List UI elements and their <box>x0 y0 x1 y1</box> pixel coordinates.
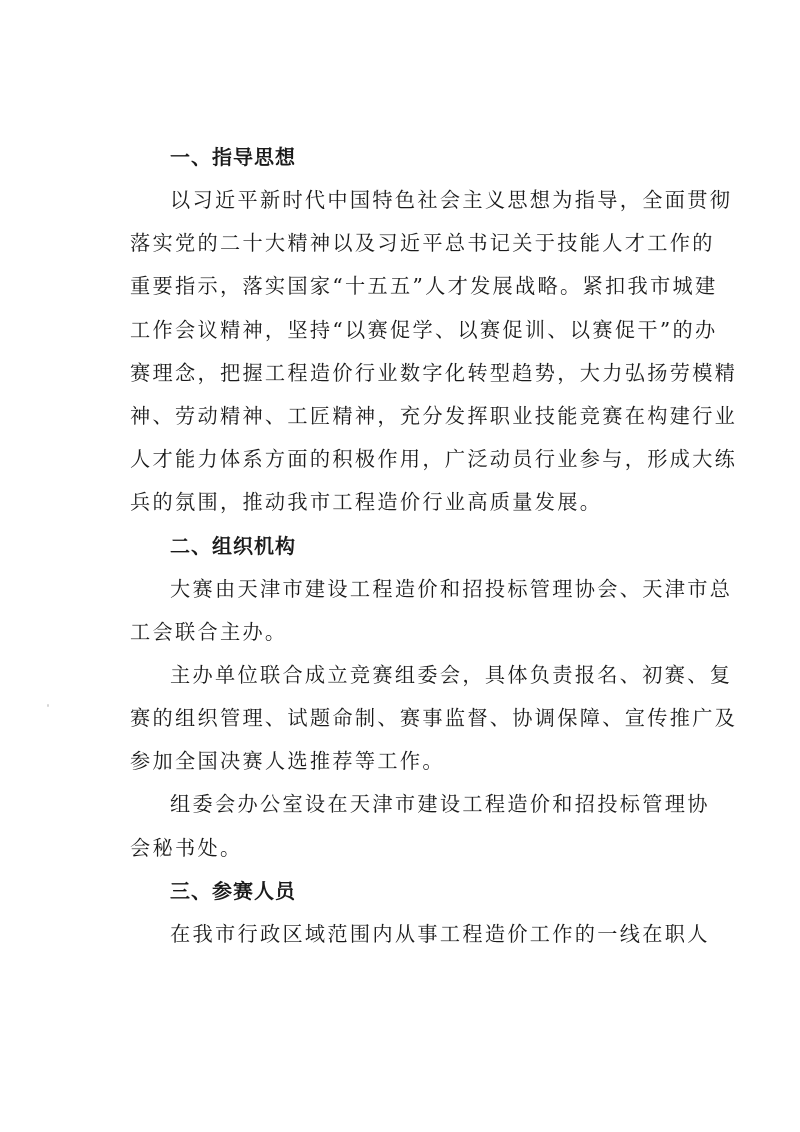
text-line: 兵的氛围，推动我市工程造价行业高质量发展。 <box>130 490 603 515</box>
text-line: 工会联合主办。 <box>130 619 288 644</box>
paragraph <box>130 913 710 956</box>
text-line: 以习近平新时代中国特色社会主义思想为指导，全面贯彻 <box>170 188 733 212</box>
document-page <box>130 136 738 956</box>
text-line: 赛理念，把握工程造价行业数字化转型趋势，大力弘扬劳模精 <box>130 360 738 385</box>
text-line: 神、劳动精神、工匠精神，充分发挥职业技能竞赛在构建行业 <box>130 403 738 428</box>
text-line: 大赛由天津市建设工程造价和招投标管理协会、天津市总 <box>170 576 733 601</box>
section-organization <box>130 525 738 870</box>
paragraph <box>130 568 733 654</box>
section-heading: 三、参赛人员 <box>170 878 296 903</box>
text-line: 组委会办公室设在天津市建设工程造价和招投标管理协 <box>170 792 710 817</box>
text-line: 赛的组织管理、试题命制、赛事监督、协调保障、宣传推广及 <box>130 706 738 731</box>
text-line: 重要指示，落实国家“十五五”人才发展战略。紧扣我市城建 <box>130 274 718 299</box>
section-heading: 二、组织机构 <box>170 533 296 558</box>
text-line: 参加全国决赛人选推荐等工作。 <box>130 749 445 774</box>
paragraph <box>130 783 710 869</box>
text-line: 会秘书处。 <box>130 835 243 860</box>
section-heading: 一、指导思想 <box>170 145 296 169</box>
text-line: 落实党的二十大精神以及习近平总书记关于技能人才工作的 <box>130 231 715 256</box>
section-guiding-ideology <box>130 136 738 525</box>
text-line: 工作会议精神，坚持“以赛促学、以赛促训、以赛促干”的办 <box>130 317 718 342</box>
section-participants <box>130 870 710 956</box>
paragraph <box>130 179 738 525</box>
text-line: 主办单位联合成立竞赛组委会，具体负责报名、初赛、复 <box>170 662 733 687</box>
paragraph <box>130 654 738 784</box>
text-line: 人才能力体系方面的积极作用，广泛动员行业参与，形成大练 <box>130 447 738 472</box>
scan-speck <box>47 704 49 707</box>
text-line: 在我市行政区域范围内从事工程造价工作的一线在职人 <box>170 921 710 946</box>
